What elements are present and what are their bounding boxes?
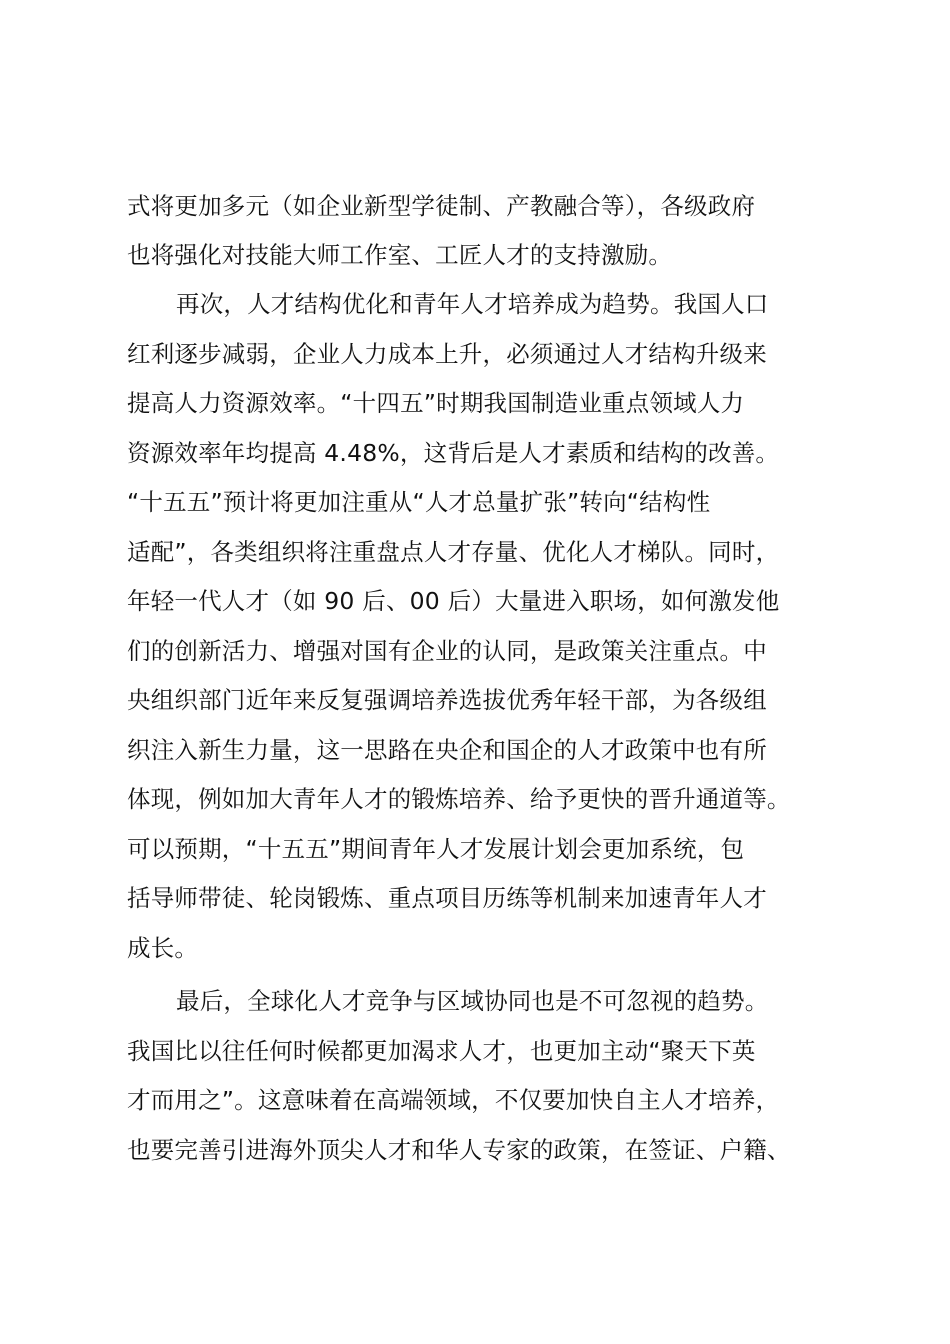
text-line-7: “十五五”预计将更加注重从“人才总量扩张”转向“结构性 xyxy=(127,488,711,516)
text-line-2: 也将强化对技能大师工作室、工匠人才的支持激励。 xyxy=(127,241,673,269)
text-line-5: 提高人力资源效率。“十四五”时期我国制造业重点领域人力 xyxy=(127,389,745,417)
text-line-13: 体现，例如加大青年人才的锻炼培养、给予更快的晋升通道等。 xyxy=(127,785,791,813)
text-line-9: 年轻一代人才（如 90 后、00 后）大量进入职场，如何激发他 xyxy=(127,587,780,615)
text-line-19: 才而用之”。这意味着在高端领域，不仅要加快自主人才培养， xyxy=(127,1086,780,1114)
text-line-4: 红利逐步减弱，企业人力成本上升，必须通过人才结构升级来 xyxy=(127,340,767,368)
text-line-1: 式将更加多元（如企业新型学徒制、产教融合等），各级政府 xyxy=(127,192,756,220)
text-line-15: 括导师带徒、轮岗锻炼、重点项目历练等机制来加速青年人才 xyxy=(127,884,767,912)
text-line-18: 我国比以往任何时候都更加渴求人才，也更加主动“聚天下英 xyxy=(127,1037,756,1065)
text-line-14: 可以预期，“十五五”期间青年人才发展计划会更加系统，包 xyxy=(127,835,745,863)
text-line-20: 也要完善引进海外顶尖人才和华人专家的政策，在签证、户籍、 xyxy=(127,1136,791,1164)
text-line-16: 成长。 xyxy=(127,934,199,962)
text-line-11: 央组织部门近年来反复强调培养选拔优秀年轻干部，为各级组 xyxy=(127,686,767,714)
text-line-8: 适配”，各类组织将注重盘点人才存量、优化人才梯队。同时， xyxy=(127,538,780,566)
text-line-6: 资源效率年均提高 4.48%，这背后是人才素质和结构的改善。 xyxy=(127,439,780,467)
paragraph-start-line-17: 最后，全球化人才竞争与区域协同也是不可忽视的趋势。 xyxy=(176,987,769,1015)
paragraph-start-line-3: 再次，人才结构优化和青年人才培养成为趋势。我国人口 xyxy=(176,290,769,318)
text-line-10: 们的创新活力、增强对国有企业的认同，是政策关注重点。中 xyxy=(127,637,767,665)
text-line-12: 织注入新生力量，这一思路在央企和国企的人才政策中也有所 xyxy=(127,736,767,764)
